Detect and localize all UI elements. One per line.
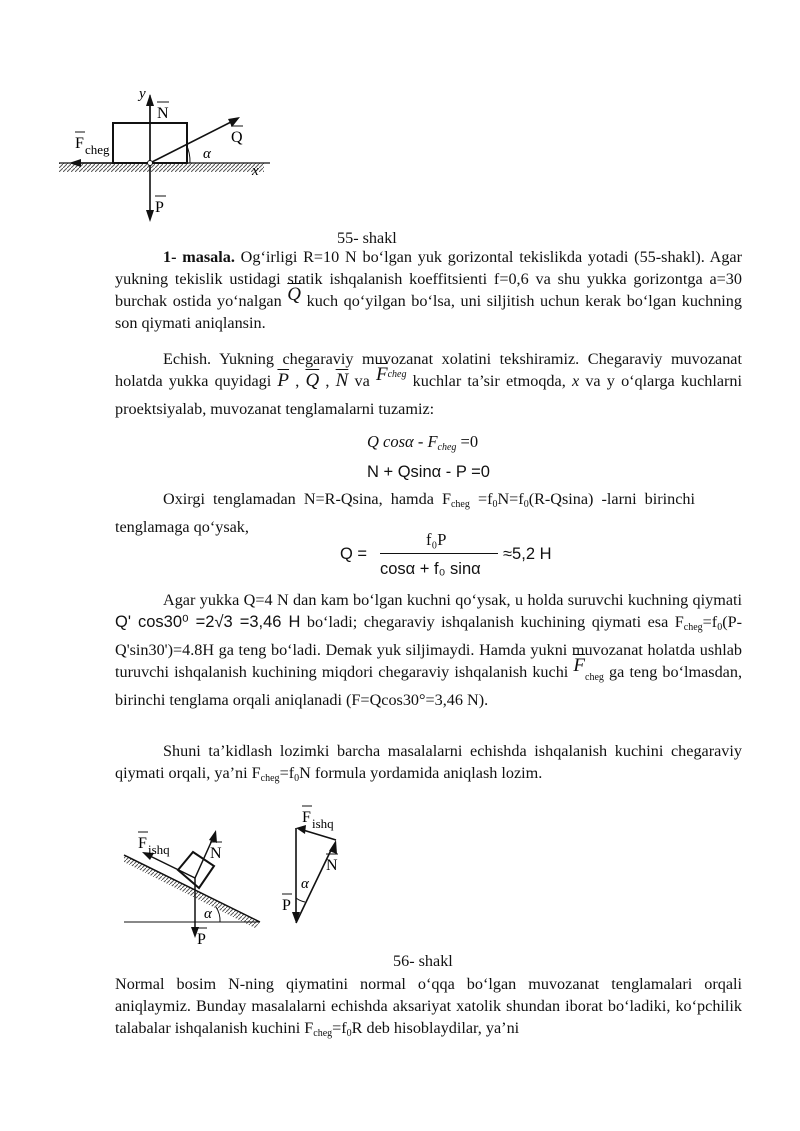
label-F-ishq-sub: ishq [148, 842, 170, 857]
figure-56 [110, 800, 370, 950]
label-P-2: P [282, 897, 291, 914]
figure-55 [55, 80, 285, 230]
expr-q-cos30: Q' cos30⁰ =2√3 =3,46 H [115, 613, 301, 631]
paragraph-2: Oxirgi tenglamadan N=R-Qsina, hamda $F_{cheg} =f_0N=f_0(R-Qsina)$ -larni birinchi tenglamaga qo‘ysak, [115, 490, 696, 536]
problem-paragraph: 1- masala. Og‘irligi R=10 N bo‘lgan yuk gorizontal tekislikda yotadi (55-shakl). Agar yukning tekislik ustidagi statik ishqalanish koeffitsienti f=0,6 va shu yukka gorizontga a=30 burchak ostida yo‘nalgan $\overline{Q}$ kuch qo‘yilgan bo‘lsa, uni siljitish uchun kerak bo‘lgan kuchning son qiymati aniqlansin. [115, 248, 743, 332]
label-N: N [157, 105, 169, 122]
label-N: N [210, 845, 222, 862]
label-P: P [155, 199, 164, 216]
ground-hatch [59, 163, 264, 172]
label-F-ishq-2-sub: ishq [312, 816, 334, 831]
label-N-2: N [326, 857, 338, 874]
equation-2: N + Qsinα - P =0 [367, 463, 490, 481]
label-F: F [75, 135, 84, 152]
fraction-bar [380, 553, 498, 554]
figure-56-caption: 56- shakl [393, 952, 453, 970]
label-P: P [197, 931, 206, 948]
solution-paragraph: Echish. Yukning chegaraviy muvozanat xolatini tekshiramiz. Chegaraviy muvozanat holatda yukka quyidagi $\overline{P}$ , $\overline{Q}$ , $\overline{N}$ va $\overline{F}_{cheg}$ kuchlar ta’sir etmoqda, x va y o‘qlarga kuchlarni proektsiyalab, muvozanat tenglamalarni tuzamiz: [115, 350, 743, 418]
formula-numerator: f₀P [426, 530, 447, 549]
label-F-ishq: F [138, 835, 147, 852]
q-vector: $\overline{Q}$ [287, 284, 302, 305]
label-alpha-2: α [301, 876, 309, 892]
label-y: y [139, 86, 146, 102]
label-alpha: α [204, 906, 212, 922]
label-F-ishq-2: F [302, 809, 311, 826]
formula-lhs: Q = [340, 545, 368, 563]
equation-1: Q $\cos\alpha - F_{cheg} =0$ [367, 432, 479, 453]
label-x: x [252, 163, 259, 179]
formula-block [340, 530, 580, 590]
paragraph-5: Normal bosim N-ning qiymatini normal o‘qqa bo‘lgan muvozanat tenglamalari orqali aniqlaymiz. Bunday masalalarni echishda aksariyat xatolik shundan iborat bo‘ladiki, ko‘pchilik talabalar ishqalanish kuchini $F_{cheg}=f_0R$ deb hisoblaydilar, ya’ni [115, 975, 742, 1039]
formula-rhs: ≈5,2 H [503, 545, 552, 563]
paragraph-4: Shuni ta’kidlash lozimki barcha masalalarni echishda ishqalanish kuchini chegaraviy qiymati orqali, ya’ni $F_{cheg}=f_0N$ formula yordamida aniqlash lozim. [115, 742, 742, 784]
label-alpha: α [203, 146, 211, 162]
formula-denominator: cosα + f₀ sinα [380, 560, 481, 578]
paragraph-3: Agar yukka Q=4 N dan kam bo‘lgan kuchni qo‘ysak, u holda suruvchi kuchning qiymati Q' cos30⁰ =2√3 =3,46 H bo‘ladi; chegaraviy ishqalanish kuchining qiymati esa $F_{cheg}=f_0(P-Q'\sin 30')=4.8H$ ga teng bo‘ladi. Demak yuk siljimaydi. Hamda yukni muvozanat holatda ushlab turuvchi ishqalanish kuchining miqdori chegaraviy ishqalanish kuchi $\overline{F}_{cheg}$ ga teng bo‘lmasdan, birinchi tenglama orqali aniqlanadi (F=Qcos30°=3,46 N). [115, 591, 742, 709]
problem-title: 1- masala. [163, 248, 235, 266]
figure-55-caption: 55- shakl [337, 229, 397, 247]
label-F-sub: cheg [85, 142, 110, 157]
label-Q: Q [231, 129, 243, 146]
